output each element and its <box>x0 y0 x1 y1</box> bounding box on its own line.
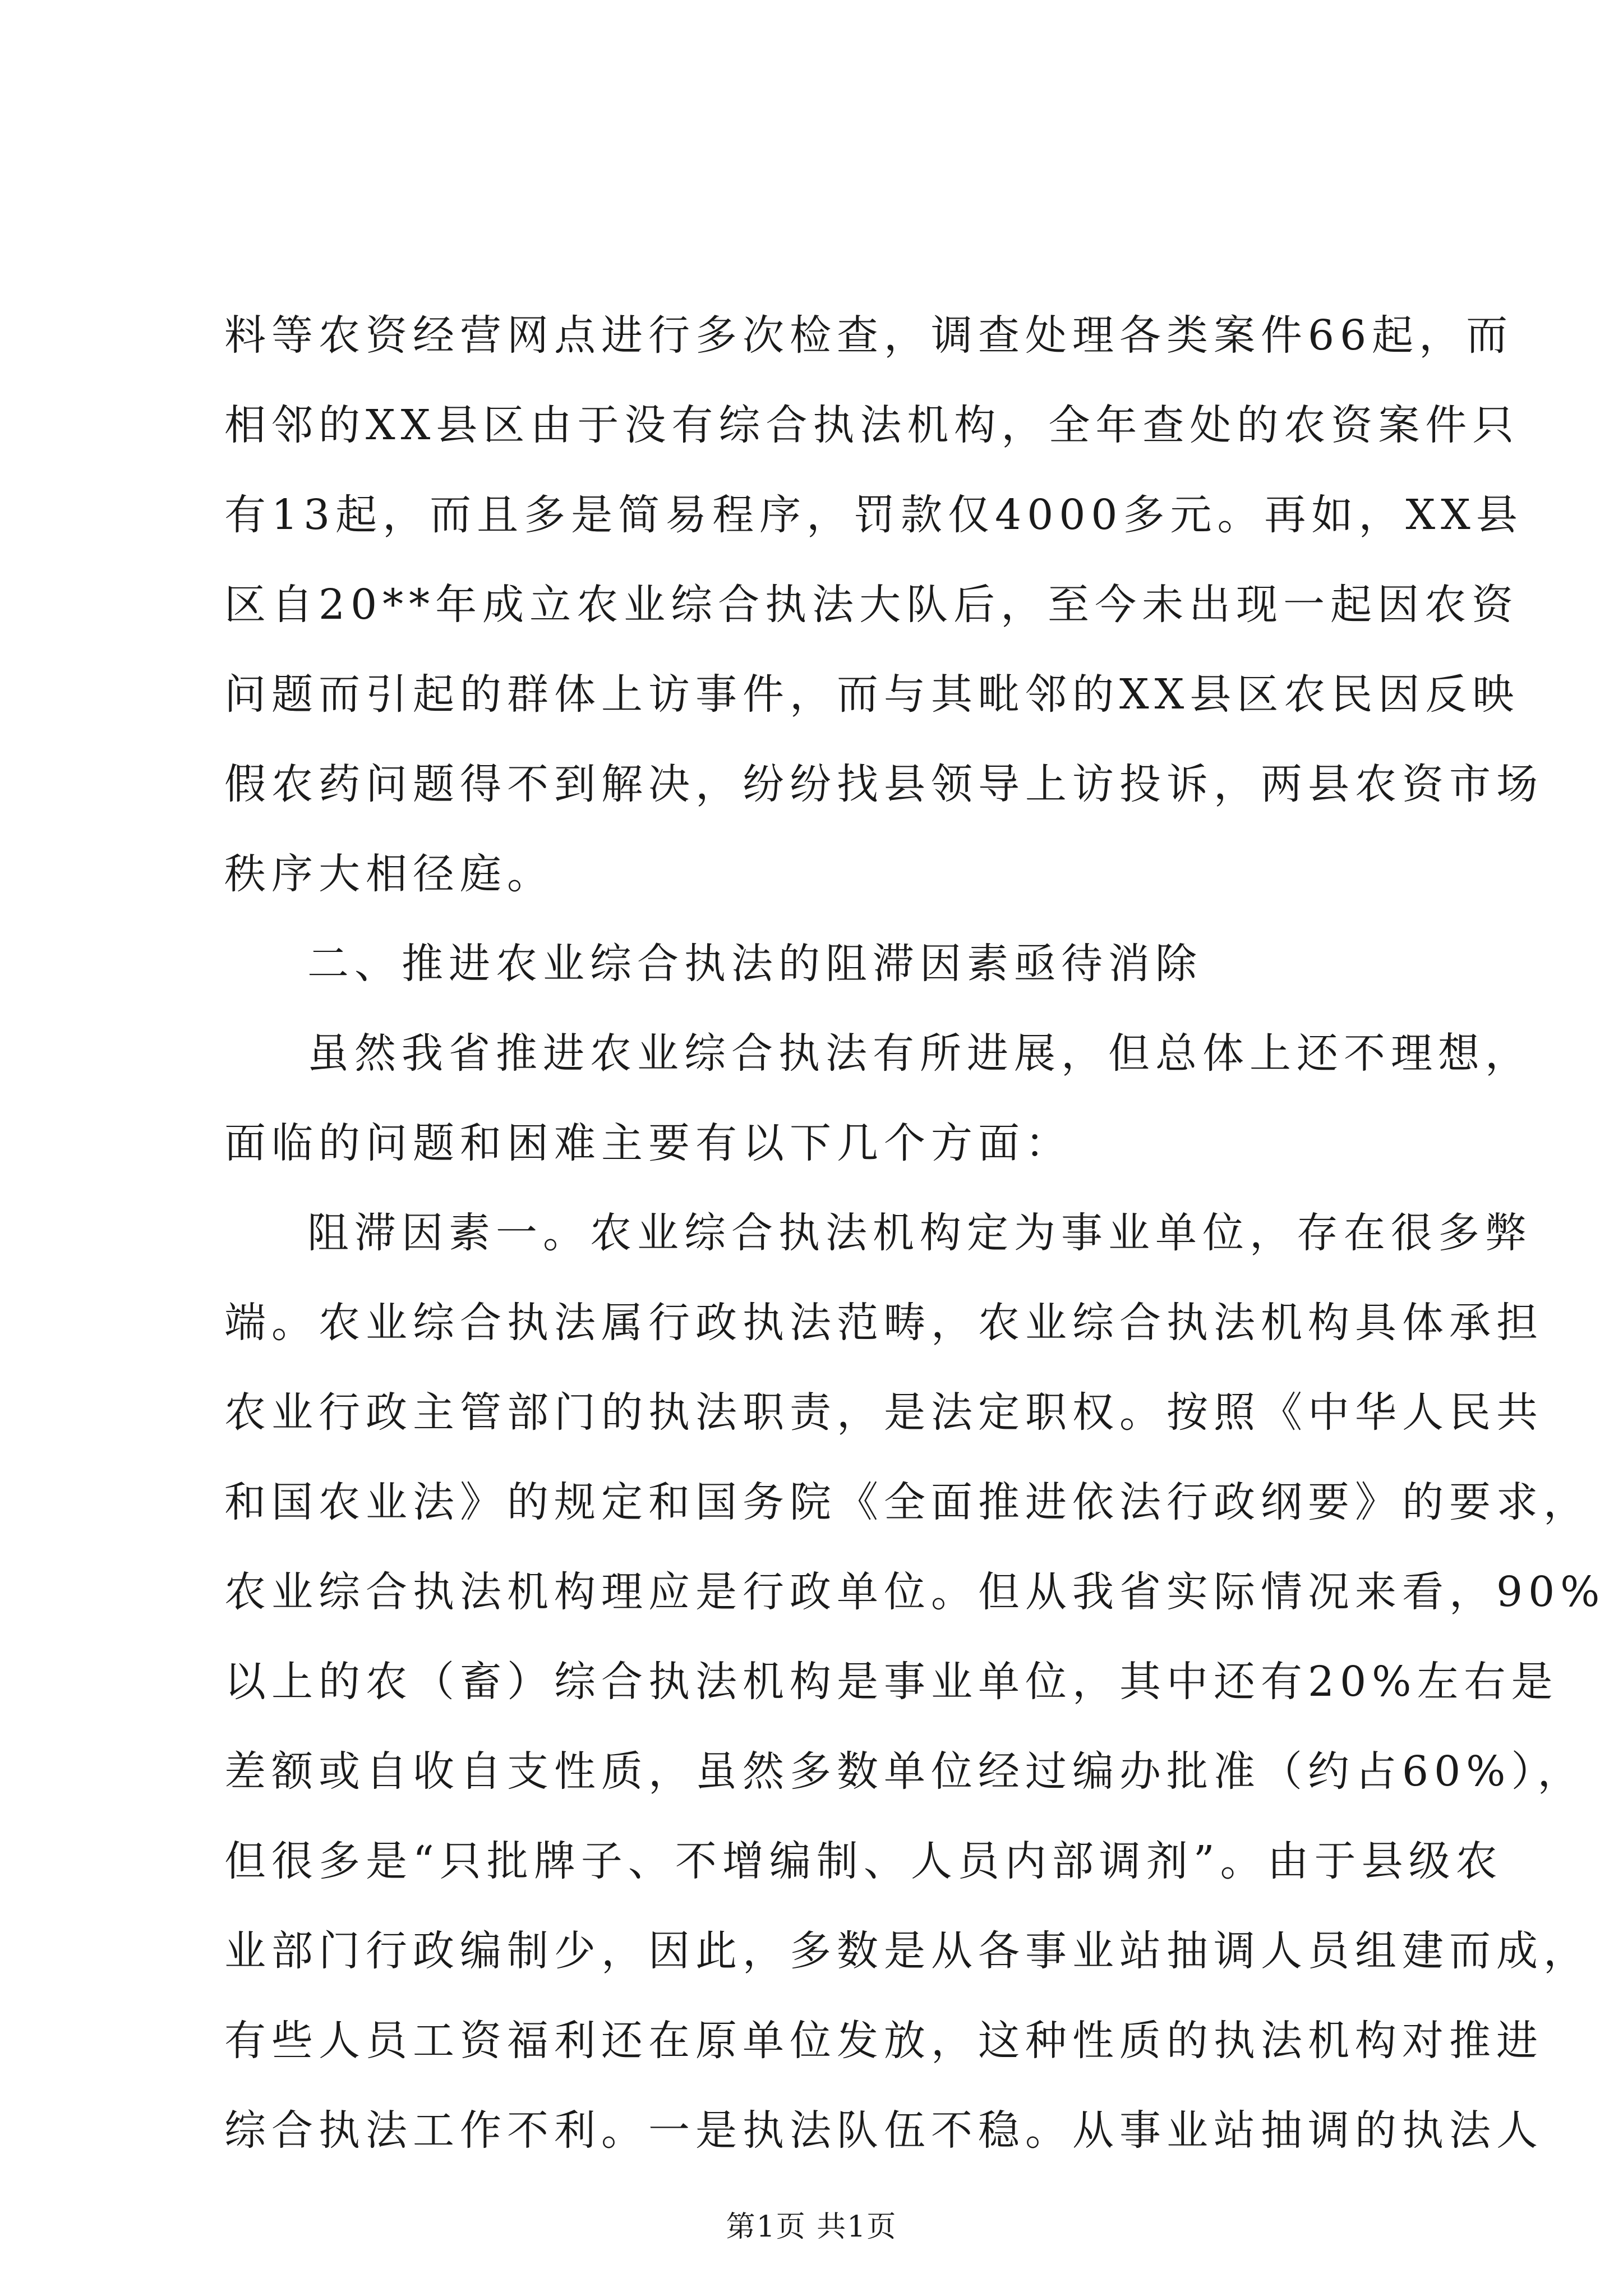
paragraph-line: 有些人员工资福利还在原单位发放，这种性质的执法机构对推进 <box>224 2017 1543 2065</box>
paragraph-line: 但很多是“只批牌子、不增编制、人员内部调剂”。由于县级农 <box>224 1837 1503 1885</box>
paragraph-line: 有13起，而且多是简易程序，罚款仅4000多元。再如，XX县 <box>224 491 1523 539</box>
paragraph-line: 业部门行政编制少，因此，多数是从各事业站抽调人员组建而成， <box>224 1927 1590 1975</box>
paragraph-line: 秩序大相径庭。 <box>224 850 554 898</box>
paragraph-line: 和国农业法》的规定和国务院《全面推进依法行政纲要》的要求， <box>224 1478 1590 1526</box>
paragraph-line: 虽然我省推进农业综合执法有所进展，但总体上还不理想， <box>307 1029 1532 1078</box>
paragraph-line: 问题而引起的群体上访事件，而与其毗邻的XX县区农民因反映 <box>224 670 1520 719</box>
paragraph-line: 以上的农（畜）综合执法机构是事业单位，其中还有20%左右是 <box>224 1658 1559 1706</box>
paragraph-line: 料等农资经营网点进行多次检查，调查处理各类案件66起，而 <box>224 311 1514 360</box>
paragraph-line: 区自20**年成立农业综合执法大队后，至今未出现一起因农资 <box>224 581 1519 629</box>
section-heading: 二、推进农业综合执法的阻滞因素亟待消除 <box>307 940 1202 988</box>
page-footer: 第1页 共1页 <box>726 2210 897 2244</box>
paragraph-line: 假农药问题得不到解决，纷纷找县领导上访投诉，两县农资市场 <box>224 760 1543 808</box>
paragraph-line: 综合执法工作不利。一是执法队伍不稳。从事业站抽调的执法人 <box>224 2106 1543 2155</box>
paragraph-line: 差额或自收自支性质，虽然多数单位经过编办批准（约占60%）， <box>224 1747 1585 1796</box>
paragraph-line: 相邻的XX县区由于没有综合执法机构，全年查处的农资案件只 <box>224 401 1520 449</box>
paragraph-line: 农业综合执法机构理应是行政单位。但从我省实际情况来看，90% <box>224 1568 1606 1616</box>
paragraph-line: 农业行政主管部门的执法职责，是法定职权。按照《中华人民共 <box>224 1388 1543 1437</box>
paragraph-line: 阻滞因素一。农业综合执法机构定为事业单位，存在很多弊 <box>307 1209 1532 1257</box>
paragraph-line: 端。农业综合执法属行政执法范畴，农业综合执法机构具体承担 <box>224 1299 1543 1347</box>
paragraph-line: 面临的问题和困难主要有以下几个方面： <box>224 1119 1072 1167</box>
